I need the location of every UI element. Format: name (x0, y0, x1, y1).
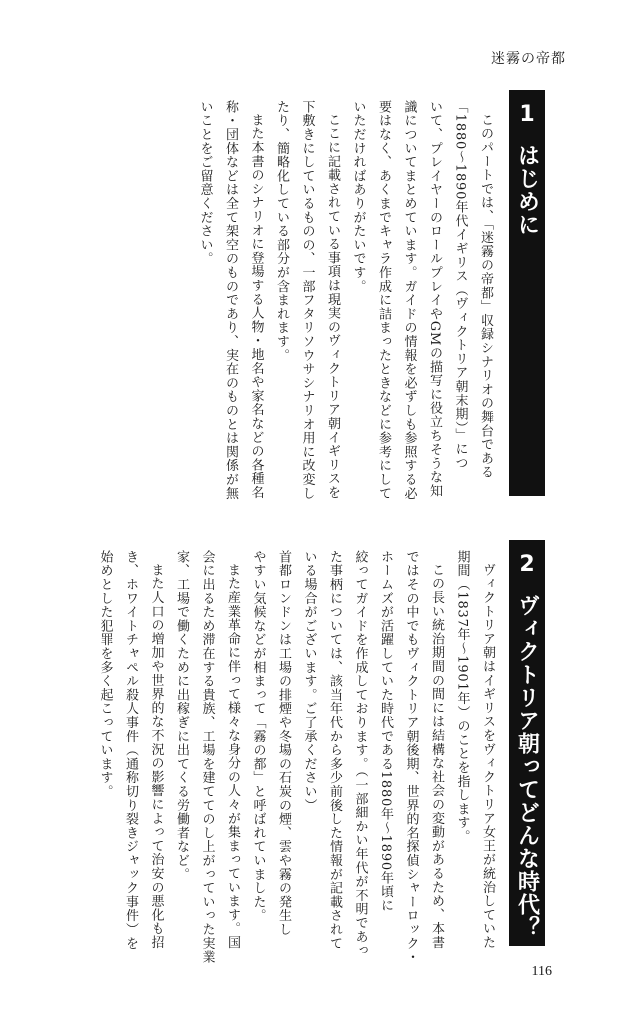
section-1-number: 1 (514, 102, 540, 128)
text-line: 要はなく、あくまでキャラ作成に詰まったときなどに参考にして (376, 100, 391, 501)
text-line: ではその中でもヴィクトリア朝後期、世界的名探偵シャーロック・ (403, 550, 419, 964)
text-line: 「1880〜1890年代イギリス（ヴィクトリア朝末期）」につ (452, 100, 468, 470)
section-2-number: 2 (514, 552, 540, 578)
text-line: 会に出るため滞在する貴族、工場を建ててのし上がっていった実業 (199, 550, 215, 964)
text-line: やすい気候などが相まって「霧の都」と呼ばれていました。 (250, 550, 266, 923)
text-line: 識についてまとめています。ガイドの情報を必ずしも参照する必 (401, 100, 417, 501)
text-line: たり、簡略化している部分が含まれます。 (274, 100, 289, 363)
text-line: この長い統治期間の間には結構な社会の変動があるため、本書 (429, 563, 444, 950)
text-line: また産業革命に伴って様々な身分の人々が集まっています。国 (225, 563, 240, 950)
section-2-heading (509, 540, 545, 946)
text-line: 称・団体などは全て架空のものであり、実在のものとは関係が無 (223, 100, 238, 501)
text-line: 下敷きにしているものの、一部フタリソウサシナリオ用に改変し (299, 100, 315, 501)
text-line: いことをご留意ください。 (197, 100, 213, 266)
text-line: ここに記載されている事項は現実のヴィクトリア朝イギリスを (325, 113, 340, 500)
text-line: 絞ってガイドを作成しております。（一部細かい年代が不明であっ (352, 550, 368, 958)
text-line: また本書のシナリオに登場する人物・地名や家名などの各種名 (248, 113, 264, 500)
text-line: 期間（1837年〜1901年）のことを指します。 (454, 550, 470, 844)
text-line: き、ホワイトチャペル殺人事件（通称切り裂きジャック事件）を (123, 550, 138, 951)
text-line: 首都ロンドンは工場の排煙や冬場の石炭の煙、雲や霧の発生し (276, 550, 291, 937)
text-line: ヴィクトリア朝はイギリスをヴィクトリア女王が統治していた (480, 563, 495, 950)
text-line: 家、工場で働くために出稼ぎに出てくる労働者など。 (174, 550, 189, 882)
text-line: このパートでは、「迷霧の帝都」収録シナリオの舞台である (478, 113, 493, 480)
section-2-title: ヴィクトリア朝ってどんな時代？ (514, 594, 540, 939)
text-line: いて、プレイヤーのロールプレイやGMの描写に役立ちそうな知 (427, 100, 442, 498)
section-1-body (192, 100, 498, 500)
running-head: 迷霧の帝都 (491, 51, 566, 67)
text-line: いる場合がございます。ご了承ください） (301, 550, 317, 813)
page-number: 116 (531, 964, 552, 979)
text-line: 始めとした犯罪を多く起こっています。 (97, 550, 113, 799)
text-line: ホームズが活躍していた時代である1880年〜1890年頃に (378, 550, 393, 913)
text-line: いただければありがたいです。 (350, 100, 366, 294)
section-2-body (92, 550, 500, 964)
text-line: また人口の増加や世界的な不況の影響によって治安の悪化も招 (148, 563, 164, 950)
section-1-title: はじめに (514, 144, 540, 236)
text-line: た事柄については、該当年代から多少前後した情報が記載されて (327, 550, 342, 951)
section-1-heading (509, 90, 545, 496)
